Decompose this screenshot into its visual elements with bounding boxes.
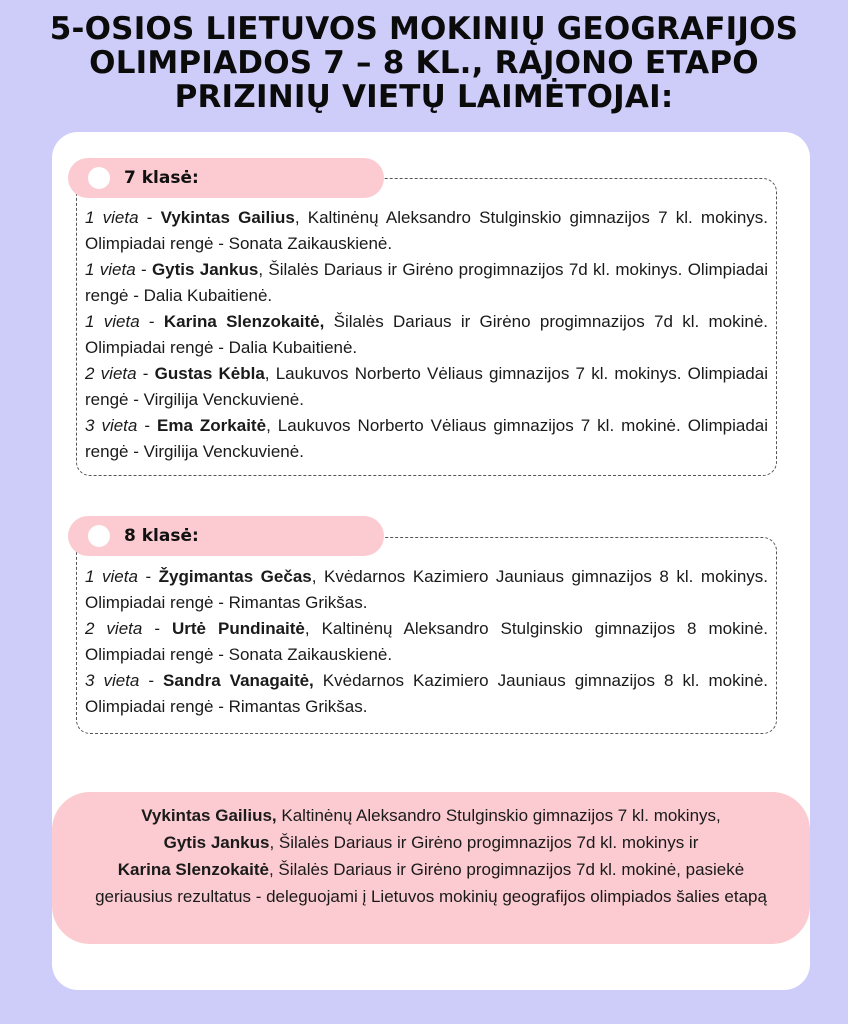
bullet-circle-icon — [88, 167, 110, 189]
winner-name: Urtė Pundinaitė — [172, 619, 305, 638]
list-item: 1 vieta - Karina Slenzokaitė, Šilalės Dariaus ir Girėno progimnazijos 7d kl. mokinė. Olimpiadai rengė - Dalia Kubaitienė. — [85, 312, 769, 357]
list-item: 2 vieta - Urtė Pundinaitė, Kaltinėnų Aleksandro Stulginskio gimnazijos 8 mokinė. Olimpiadai rengė - Sonata Zaikauskienė. — [85, 619, 769, 664]
winner-name: Vykintas Gailius — [160, 208, 295, 227]
list-item: 1 vieta - Vykintas Gailius, Kaltinėnų Aleksandro Stulginskio gimnazijos 7 kl. mokinys. Olimpiadai rengė - Sonata Zaikauskienė. — [85, 208, 768, 253]
place-label: 2 vieta — [85, 364, 137, 383]
winner-details: , Laukuvos Norberto Vėliaus gimnazijos 7 kl. mokinė. Olimpiadai rengė - Virgilija Venckuvienė. — [85, 416, 769, 461]
winner-name: Ema Zorkaitė — [157, 416, 267, 435]
section-label: 7 klasė: — [124, 168, 199, 188]
list-item: 1 vieta - Gytis Jankus, Šilalės Dariaus ir Girėno progimnazijos 7d kl. mokinys. Olimpiadai rengė - Dalia Kubaitienė. — [85, 260, 769, 305]
winner-name: Gustas Kėbla — [154, 364, 265, 383]
winner-name: Žygimantas Gečas — [158, 567, 312, 586]
winner-details: Kvėdarnos Kazimiero Jauniaus gimnazijos 8 kl. mokinė. Olimpiadai rengė - Rimantas Grikšas. — [85, 671, 768, 716]
winner-details: , Laukuvos Norberto Vėliaus gimnazijos 7 kl. mokinys. Olimpiadai rengė - Virgilija Venckuvienė. — [85, 364, 768, 409]
place-label: 2 vieta — [85, 619, 143, 638]
place-label: 1 vieta — [85, 208, 139, 227]
section-box-7 — [76, 178, 777, 476]
winner-name: Gytis Jankus — [151, 260, 259, 279]
section-label: 8 klasė: — [124, 526, 199, 546]
place-label: 3 vieta — [85, 416, 138, 435]
section-box-8 — [76, 537, 777, 734]
place-label: 1 vieta — [85, 260, 136, 279]
winner-details: , Kaltinėnų Aleksandro Stulginskio gimnazijos 8 mokinė. Olimpiadai rengė - Sonata Zaikauskienė. — [85, 619, 769, 664]
winner-details: , Šilalės Dariaus ir Girėno progimnazijos 7d kl. mokinys. Olimpiadai rengė - Dalia Kubaitienė. — [85, 260, 769, 305]
summary-name: Vykintas Gailius, — [141, 806, 277, 825]
title-line-3: PRIZINIŲ VIETŲ LAIMĖTOJAI: — [174, 79, 674, 115]
place-label: 1 vieta — [85, 567, 138, 586]
list-item: 3 vieta - Ema Zorkaitė, Laukuvos Norberto Vėliaus gimnazijos 7 kl. mokinė. Olimpiadai rengė - Virgilija Venckuvienė. — [85, 416, 769, 461]
summary-banner: Vykintas Gailius, Kaltinėnų Aleksandro Stulginskio gimnazijos 7 kl. mokinys, Gytis Jankus, Šilalės Dariaus ir Girėno progimnazijos 7d kl. mokinys ir Karina Slenzokaitė, Šilalės Dariaus ir Girėno progimnazijos 7d kl. mokinė, pasiekė geriausius rezultatus - deleguojami į Lietuvos mokinių geografijos olimpiados šalies etapą — [52, 792, 810, 944]
bullet-circle-icon — [88, 525, 110, 547]
winner-name: Sandra Vanagaitė, — [163, 671, 314, 690]
winner-details: , Kvėdarnos Kazimiero Jauniaus gimnazijos 8 kl. mokinys. Olimpiadai rengė - Rimantas Grikšas. — [85, 567, 768, 612]
place-label: 3 vieta — [85, 671, 140, 690]
page-title — [0, 12, 848, 114]
list-item: 1 vieta - Žygimantas Gečas, Kvėdarnos Kazimiero Jauniaus gimnazijos 8 kl. mokinys. Olimpiadai rengė - Rimantas Grikšas. — [85, 567, 768, 612]
winner-details: , Kaltinėnų Aleksandro Stulginskio gimnazijos 7 kl. mokinys. Olimpiadai rengė - Sonata Zaikauskienė. — [85, 208, 768, 253]
title-line-1: 5-OSIOS LIETUVOS MOKINIŲ GEOGRAFIJOS — [49, 11, 799, 47]
place-label: 1 vieta — [85, 312, 140, 331]
summary-name: Karina Slenzokaitė — [117, 860, 269, 879]
winner-name: Karina Slenzokaitė, — [163, 312, 325, 331]
list-item: 3 vieta - Sandra Vanagaitė, Kvėdarnos Kazimiero Jauniaus gimnazijos 8 kl. mokinė. Olimpiadai rengė - Rimantas Grikšas. — [85, 671, 768, 716]
list-item: 2 vieta - Gustas Kėbla, Laukuvos Norberto Vėliaus gimnazijos 7 kl. mokinys. Olimpiadai rengė - Virgilija Venckuvienė. — [85, 364, 768, 409]
section-header-7 — [68, 158, 384, 198]
section-header-8 — [68, 516, 384, 556]
winner-details: Šilalės Dariaus ir Girėno progimnazijos 7d kl. mokinė. Olimpiadai rengė - Dalia Kubaitienė. — [85, 312, 769, 357]
summary-name: Gytis Jankus — [163, 833, 270, 852]
title-line-2: OLIMPIADOS 7 – 8 KL., RAJONO ETAPO — [89, 45, 759, 81]
